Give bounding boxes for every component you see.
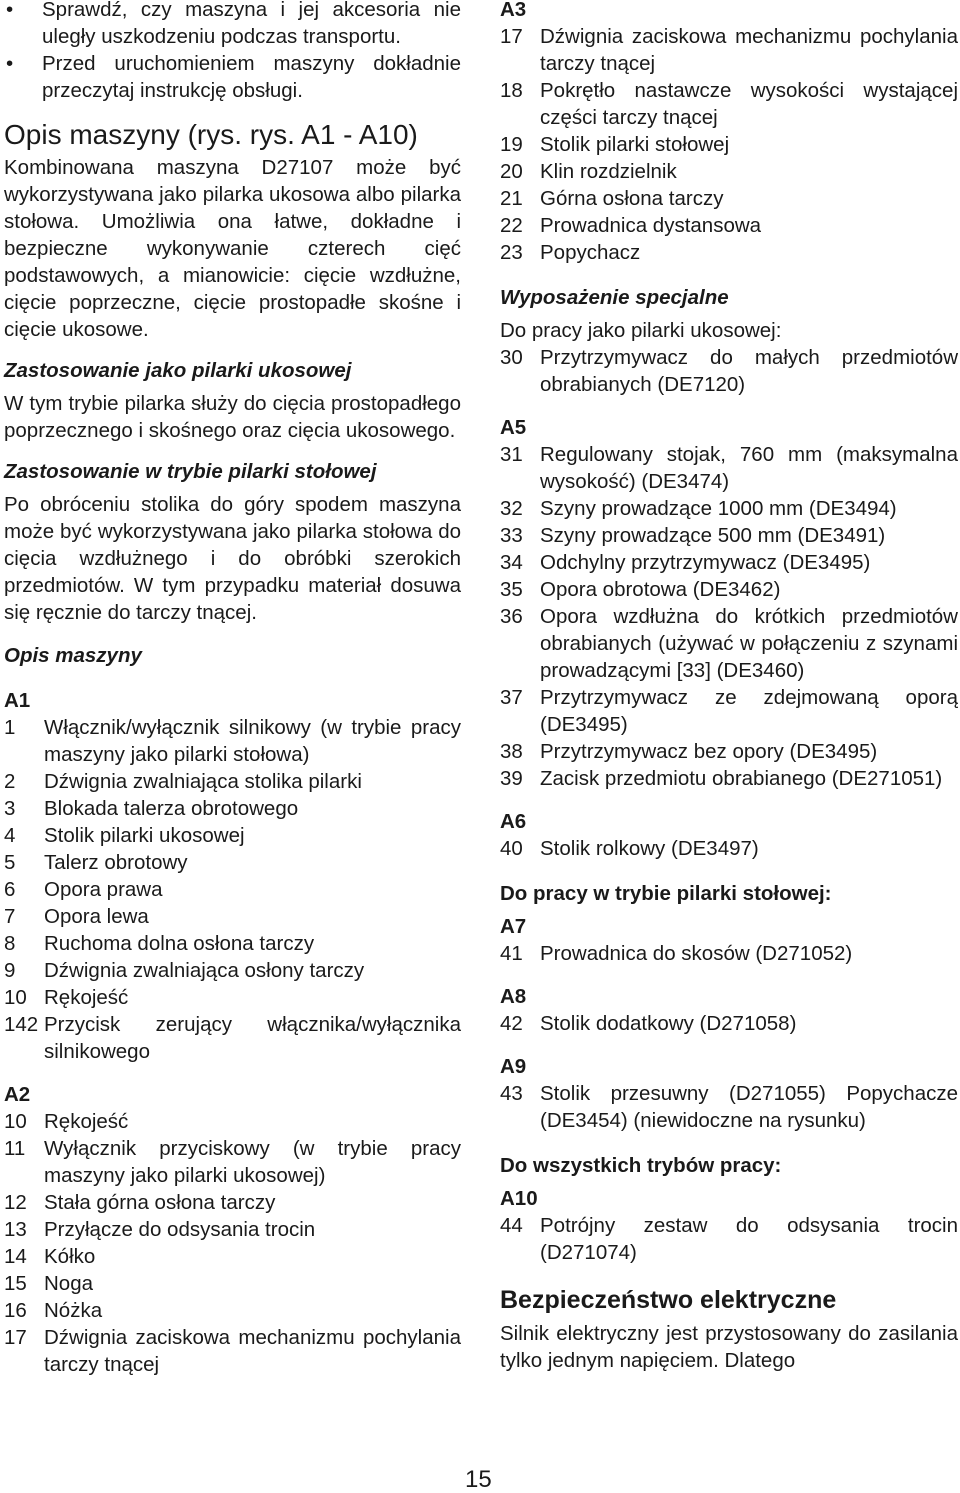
section-heading-table: Zastosowanie w trybie pilarki stołowej — [4, 460, 377, 483]
item-number: 40 — [500, 837, 523, 860]
electric-safety-paragraph: Silnik elektryczny jest przystosowany do zasilania tylko jednym napięciem. Dlatego — [500, 1322, 958, 1372]
bullet-text: Sprawdź, czy maszyna i jej akcesoria nie uległy uszkodzeniu podczas transportu. — [42, 0, 461, 48]
list-item — [4, 1216, 461, 1243]
item-text: Przytrzymywacz ze zdejmowaną oporą (DE3495) — [540, 686, 958, 736]
table-mode-heading: Do pracy w trybie pilarki stołowej: — [500, 882, 832, 905]
list-item — [500, 603, 958, 684]
figure-label-a8: A8 — [500, 985, 527, 1008]
list-item — [500, 1080, 958, 1134]
list-item — [500, 1010, 958, 1037]
item-text: Noga — [44, 1272, 94, 1295]
item-text: Szyny prowadzące 500 mm (DE3491) — [540, 524, 886, 547]
parts-list-a3 — [500, 23, 958, 266]
item-text: Opora obrotowa (DE3462) — [540, 578, 781, 601]
bullet-dot: • — [6, 0, 14, 21]
section-paragraph: Kombinowana maszyna D27107 może być wykorzystywana jako pilarka ukosowa albo pilarka stołowa. Umożliwia ona łatwe, dokładne i bezpieczne wykonywanie czterech cięć podstawowych, a mianowicie: cięcie wzdłużne, cięcie poprzeczne, cięcie prostopadłe skośne i cięcie ukosowe. — [4, 156, 461, 341]
list-item — [500, 738, 958, 765]
section-heading-miter: Zastosowanie jako pilarki ukosowej — [4, 359, 352, 382]
figure-label-a3: A3 — [500, 0, 527, 21]
item-number: 35 — [500, 578, 523, 601]
item-text: Nóżka — [44, 1299, 103, 1322]
item-number: 41 — [500, 942, 523, 965]
item-text: Talerz obrotowy — [44, 851, 188, 874]
item-text: Regulowany stojak, 760 mm (maksymalna wysokość) (DE3474) — [540, 443, 958, 493]
item-number: 14 — [4, 1245, 27, 1268]
item-text: Przycisk zerujący włącznika/wyłącznika silnikowego — [44, 1013, 461, 1063]
list-item — [4, 957, 461, 984]
list-item — [4, 795, 461, 822]
list-item — [500, 549, 958, 576]
item-text: Stolik pilarki stołowej — [540, 133, 730, 156]
list-item — [4, 903, 461, 930]
list-item — [4, 1243, 461, 1270]
item-number: 23 — [500, 241, 523, 264]
list-item — [500, 441, 958, 495]
list-item — [500, 344, 958, 398]
list-item — [4, 1297, 461, 1324]
item-number: 17 — [4, 1326, 27, 1349]
item-number: 8 — [4, 932, 16, 955]
item-number: 6 — [4, 878, 16, 901]
item-text: Rękojeść — [44, 1110, 129, 1133]
parts-list-a5 — [500, 441, 958, 792]
parts-list-a8 — [500, 1010, 958, 1037]
item-number: 43 — [500, 1082, 523, 1105]
item-text: Stolik przesuwny (D271055) Popychacze (DE3454) (niewidoczne na rysunku) — [540, 1082, 958, 1132]
parts-list-a6 — [500, 835, 958, 862]
item-number: 5 — [4, 851, 16, 874]
list-item — [500, 23, 958, 77]
item-number: 10 — [4, 986, 27, 1009]
item-number: 142 — [4, 1013, 39, 1036]
parts-list-a2 — [4, 1108, 461, 1378]
item-text: Ruchoma dolna osłona tarczy — [44, 932, 315, 955]
item-number: 34 — [500, 551, 523, 574]
special-equipment-intro: Do pracy jako pilarki ukosowej: — [500, 319, 782, 342]
figure-label-a7: A7 — [500, 915, 527, 938]
list-item — [4, 930, 461, 957]
list-item — [500, 1212, 958, 1266]
parts-list-a7 — [500, 940, 958, 967]
list-item — [4, 849, 461, 876]
item-number: 16 — [4, 1299, 27, 1322]
item-text: Klin rozdzielnik — [540, 160, 677, 183]
list-item — [500, 212, 958, 239]
figure-label-a9: A9 — [500, 1055, 527, 1078]
item-text: Dźwignia zwalniająca osłony tarczy — [44, 959, 365, 982]
figure-label-a1: A1 — [4, 689, 31, 712]
parts-list-a9 — [500, 1080, 958, 1134]
item-text: Stolik rolkowy (DE3497) — [540, 837, 759, 860]
item-number: 17 — [500, 25, 523, 48]
item-text: Górna osłona tarczy — [540, 187, 724, 210]
item-number: 19 — [500, 133, 523, 156]
bullet-item — [4, 50, 461, 104]
item-text: Przyłącze do odsysania trocin — [44, 1218, 316, 1241]
item-number: 33 — [500, 524, 523, 547]
item-number: 44 — [500, 1214, 523, 1237]
list-item — [500, 239, 958, 266]
list-item — [500, 940, 958, 967]
item-number: 38 — [500, 740, 523, 763]
parts-list-special — [500, 344, 958, 398]
item-text: Blokada talerza obrotowego — [44, 797, 299, 820]
item-text: Zacisk przedmiotu obrabianego (DE271051) — [540, 767, 943, 790]
page-number: 15 — [465, 1466, 492, 1493]
section-heading-description: Opis maszyny (rys. rys. A1 - A10) — [4, 119, 418, 150]
bullet-text: Przed uruchomieniem maszyny dokładnie przeczytaj instrukcję obsługi. — [42, 52, 461, 102]
item-number: 13 — [4, 1218, 27, 1241]
all-modes-heading: Do wszystkich trybów pracy: — [500, 1154, 782, 1177]
list-item — [4, 1108, 461, 1135]
item-number: 7 — [4, 905, 16, 928]
list-item — [500, 77, 958, 131]
item-text: Dźwignia zaciskowa mechanizmu pochylania tarczy tnącej — [540, 25, 958, 75]
item-text: Stała górna osłona tarczy — [44, 1191, 276, 1214]
list-item — [4, 1135, 461, 1189]
item-text: Rękojeść — [44, 986, 129, 1009]
list-item — [500, 185, 958, 212]
section-heading-machine: Opis maszyny — [4, 644, 142, 667]
left-column — [4, 0, 461, 1378]
list-item — [500, 158, 958, 185]
item-text: Dźwignia zaciskowa mechanizmu pochylania tarczy tnącej — [44, 1326, 461, 1376]
figure-label-a5: A5 — [500, 416, 527, 439]
special-equipment-heading: Wyposażenie specjalne — [500, 286, 729, 309]
item-text: Przytrzymywacz bez opory (DE3495) — [540, 740, 878, 763]
item-text: Pokrętło nastawcze wysokości wystającej części tarczy tnącej — [540, 79, 958, 129]
parts-list-a10 — [500, 1212, 958, 1266]
item-number: 15 — [4, 1272, 27, 1295]
list-item — [4, 984, 461, 1011]
section-paragraph: Po obróceniu stolika do góry spodem maszyna może być wykorzystywana jako pilarka stołowa do cięcia wzdłużnego i do obróbki szerokich przedmiotów. W tym przypadku materiał dosuwa się ręcznie do tarczy tnącej. — [4, 493, 461, 624]
item-text: Popychacz — [540, 241, 641, 264]
list-item — [4, 768, 461, 795]
right-column — [500, 0, 958, 1374]
item-number: 1 — [4, 716, 16, 739]
item-number: 2 — [4, 770, 16, 793]
list-item — [4, 822, 461, 849]
item-number: 18 — [500, 79, 523, 102]
electric-safety-heading: Bezpieczeństwo elektryczne — [500, 1286, 837, 1314]
figure-label-a2: A2 — [4, 1083, 31, 1106]
item-text: Opora prawa — [44, 878, 163, 901]
list-item — [500, 131, 958, 158]
item-number: 30 — [500, 346, 523, 369]
item-text: Stolik pilarki ukosowej — [44, 824, 245, 847]
section-paragraph: W tym trybie pilarka służy do cięcia prostopadłego poprzecznego i skośnego oraz cięcia ukosowego. — [4, 392, 461, 442]
item-text: Opora wzdłużna do krótkich przedmiotów obrabianych (używać w połączeniu z szynami prowadzącymi [33] (DE3460) — [540, 605, 958, 682]
item-text: Wyłącznik przyciskowy (w trybie pracy maszyny jako pilarki ukosowej) — [44, 1137, 461, 1187]
item-text: Dźwignia zwalniająca stolika pilarki — [44, 770, 362, 793]
item-text: Prowadnica dystansowa — [540, 214, 762, 237]
item-number: 39 — [500, 767, 523, 790]
item-number: 4 — [4, 824, 16, 847]
item-text: Włącznik/wyłącznik silnikowy (w trybie pracy maszyny jako pilarki stołowa) — [44, 716, 461, 766]
item-number: 32 — [500, 497, 523, 520]
item-number: 36 — [500, 605, 523, 628]
item-text: Potrójny zestaw do odsysania trocin (D271074) — [540, 1214, 958, 1264]
item-text: Opora lewa — [44, 905, 149, 928]
item-text: Prowadnica do skosów (D271052) — [540, 942, 853, 965]
item-number: 37 — [500, 686, 523, 709]
list-item — [4, 714, 461, 768]
item-text: Kółko — [44, 1245, 96, 1268]
figure-label-a10: A10 — [500, 1187, 538, 1210]
bullet-item — [4, 0, 461, 50]
item-number: 22 — [500, 214, 523, 237]
list-item — [4, 1011, 461, 1065]
item-number: 9 — [4, 959, 16, 982]
item-number: 42 — [500, 1012, 523, 1035]
list-item — [500, 495, 958, 522]
item-number: 21 — [500, 187, 523, 210]
item-number: 11 — [4, 1137, 26, 1160]
item-number: 12 — [4, 1191, 27, 1214]
figure-label-a6: A6 — [500, 810, 527, 833]
list-item — [4, 876, 461, 903]
list-item — [500, 576, 958, 603]
parts-list-a1 — [4, 714, 461, 1065]
list-item — [4, 1324, 461, 1378]
list-item — [500, 522, 958, 549]
item-number: 20 — [500, 160, 523, 183]
bullet-dot: • — [6, 52, 14, 75]
item-text: Szyny prowadzące 1000 mm (DE3494) — [540, 497, 897, 520]
item-text: Stolik dodatkowy (D271058) — [540, 1012, 797, 1035]
list-item — [4, 1270, 461, 1297]
list-item — [500, 684, 958, 738]
list-item — [500, 835, 958, 862]
item-number: 10 — [4, 1110, 27, 1133]
list-item — [500, 765, 958, 792]
item-number: 3 — [4, 797, 16, 820]
item-text: Odchylny przytrzymywacz (DE3495) — [540, 551, 871, 574]
item-number: 31 — [500, 443, 523, 466]
list-item — [4, 1189, 461, 1216]
item-text: Przytrzymywacz do małych przedmiotów obrabianych (DE7120) — [540, 346, 958, 396]
